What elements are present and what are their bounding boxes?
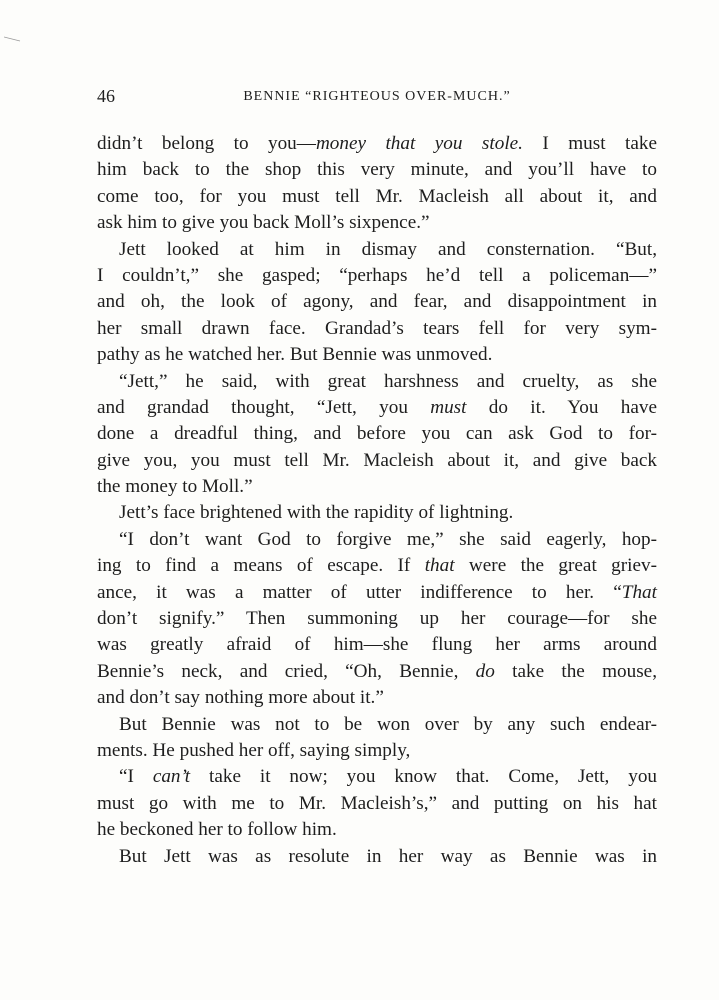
text-segment: must go with me to Mr. Macleish’s,” and putting on his hat [97,792,657,814]
text-line [97,342,657,368]
text-line [97,474,657,500]
text-line [97,131,657,157]
text-segment: the money to Moll.” [97,476,253,498]
text-line [97,421,657,447]
text-line [97,844,657,870]
text-line [97,659,657,685]
text-segment: Jett looked at him in dismay and consternation. “But, [119,238,657,260]
page-header [97,86,657,110]
text-line [97,500,657,526]
text-segment: I must take [522,133,657,154]
text-line [97,738,657,764]
text-segment: he beckoned her to follow him. [97,819,337,841]
text-line [97,263,657,289]
text-segment: ments. He pushed her off, saying simply, [97,739,411,761]
text-segment: pathy as he watched her. But Bennie was unmoved. [97,344,493,366]
text-segment: ing to find a means of escape. If [97,555,425,577]
text-segment: ance, it was a matter of utter indifference to her. “ [97,581,622,603]
text-segment: do it. You have [466,396,658,418]
italic-text: must [430,396,467,418]
text-segment: her small drawn face. Grandad’s tears fell for very sym- [97,317,657,339]
text-segment: didn’t belong to you— [97,133,316,154]
text-segment: and don’t say nothing more about it.” [97,687,384,709]
italic-text: can’t [152,766,191,788]
italic-text: money that you stole. [315,133,523,154]
text-line [97,606,657,632]
text-line [97,237,657,263]
text-line [97,764,657,790]
text-line [97,791,657,817]
text-segment: But Bennie was not to be won over by any such endear- [119,713,657,735]
text-line [97,210,657,236]
text-line [97,712,657,738]
text-segment: Jett’s face brightened with the rapidity of lightning. [119,502,514,524]
scan-mark [4,36,24,42]
text-line [97,527,657,553]
text-segment: give you, you must tell Mr. Macleish about it, and give back [97,449,657,471]
text-segment: come too, for you must tell Mr. Macleish all about it, and [97,185,657,207]
text-line [97,448,657,474]
text-segment: and grandad thought, “Jett, you [97,396,431,418]
text-line [97,369,657,395]
running-title: BENNIE “RIGHTEOUS OVER-MUCH.” [243,89,511,104]
text-line [97,817,657,843]
text-line [97,580,657,606]
page-body [97,131,657,870]
text-segment: him back to the shop this very minute, and you’ll have to [97,159,657,181]
text-segment: take it now; you know that. Come, Jett, you [190,766,658,788]
text-line [97,553,657,579]
text-line [97,632,657,658]
text-segment: don’t signify.” Then summoning up her courage—for she [97,608,657,630]
text-line [97,289,657,315]
text-line [97,316,657,342]
text-segment: were the great griev- [454,555,657,577]
text-segment: was greatly afraid of him—she flung her arms around [97,634,657,656]
text-segment: But Jett was as resolute in her way as Bennie was in [119,845,657,867]
text-segment: and oh, the look of agony, and fear, and disappointment in [97,291,657,313]
text-segment: “I don’t want God to forgive me,” she said eagerly, hop- [119,528,657,550]
text-segment: “I [119,766,153,788]
text-line [97,395,657,421]
italic-text: that [424,555,455,577]
text-segment: Bennie’s neck, and cried, “Oh, Bennie, [97,660,476,682]
text-segment: ask him to give you back Moll’s sixpence.” [97,212,430,234]
page-number: 46 [97,86,115,106]
text-segment: take the mouse, [494,660,657,682]
italic-text: do [475,660,495,682]
text-line [97,184,657,210]
italic-text: That [621,581,657,603]
text-line [97,157,657,183]
text-line [97,685,657,711]
text-segment: I couldn’t,” she gasped; “perhaps he’d tell a policeman—” [97,264,657,286]
text-segment: “Jett,” he said, with great harshness and cruelty, as she [119,370,657,392]
text-segment: done a dreadful thing, and before you can ask God to for- [97,423,657,445]
